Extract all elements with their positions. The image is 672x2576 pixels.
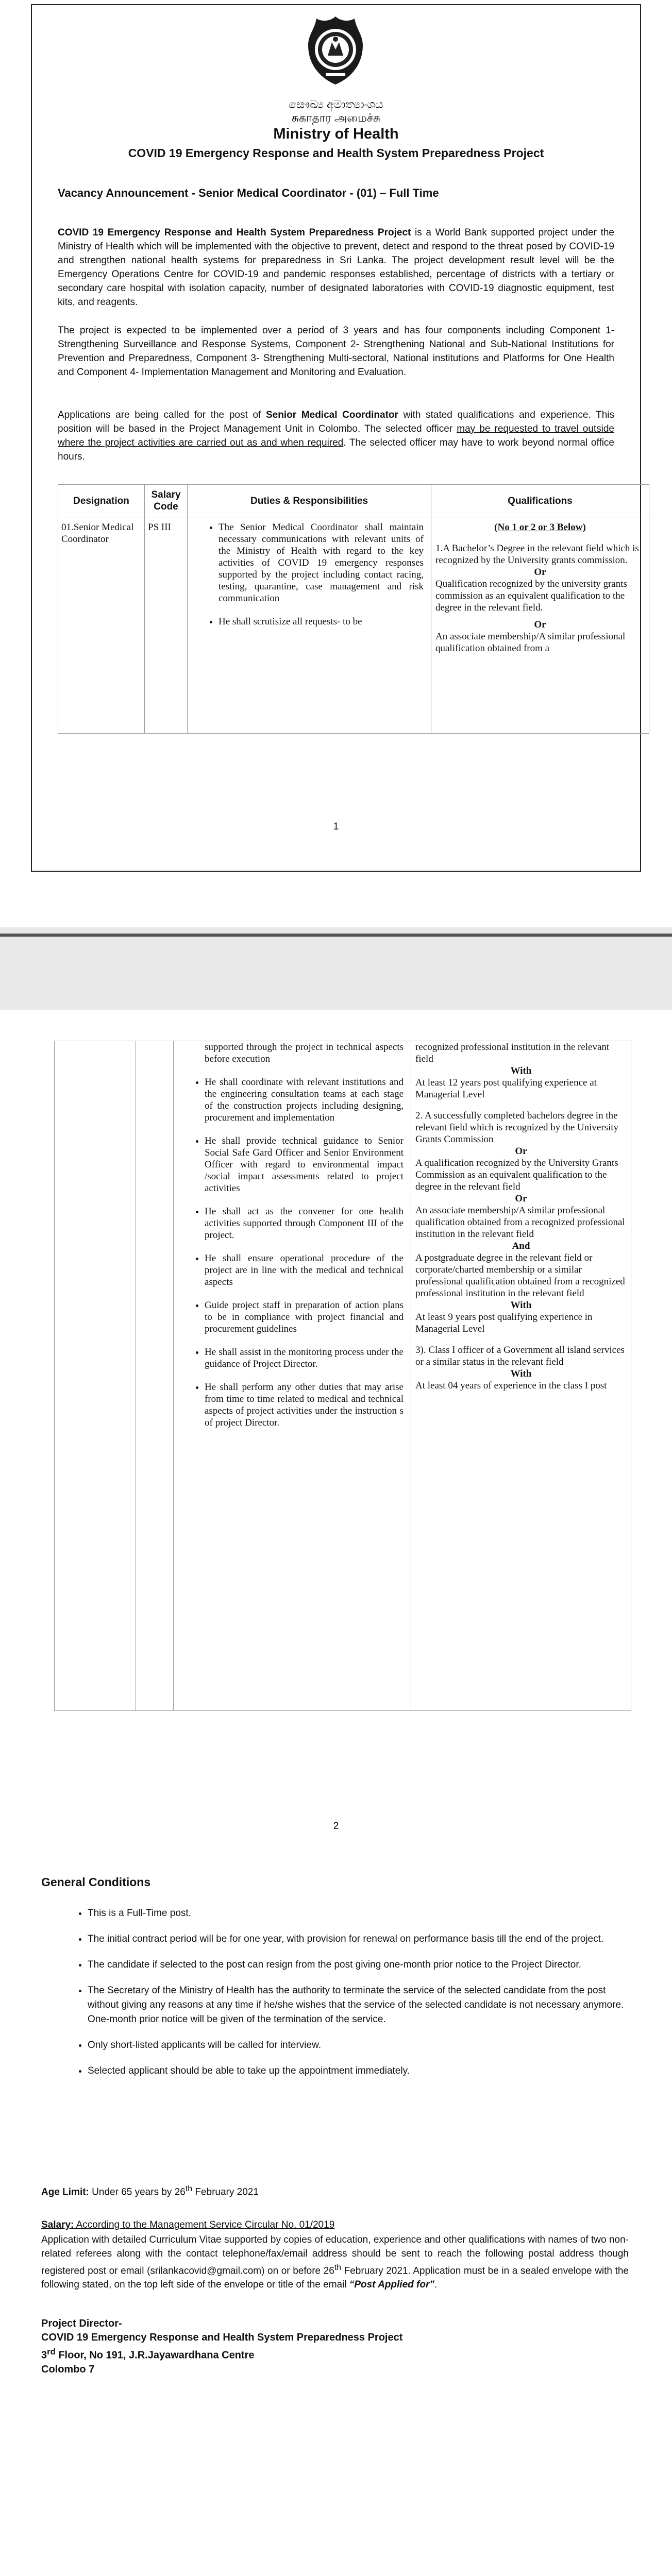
salary-value: According to the Management Service Circular No. 01/2019	[74, 2219, 335, 2230]
qual-text: At least 9 years post qualifying experience in Managerial Level	[415, 1312, 593, 1334]
qual-text: Qualification recognized by the university grants commission as an equivalent qualification to the degree in the relevant field.	[435, 579, 627, 613]
qual-or: Or	[534, 567, 546, 578]
ministry-name-english: Ministry of Health	[273, 126, 399, 142]
qual-text: An associate membership/A similar professional qualification obtained from a recognized professional institution in the relevant field	[415, 1205, 625, 1240]
qual-with: With	[510, 1300, 532, 1311]
document-page-2	[0, 1010, 672, 1860]
duty-item: • Guide project staff in preparation of action plans to be in compliance with project financial and procurement guidelines	[205, 1299, 404, 1335]
address-line-3	[41, 2345, 402, 2363]
salary-code-cell: PS III	[145, 517, 188, 734]
salary-line	[41, 2218, 629, 2232]
header-salary-code: Salary Code	[145, 485, 188, 517]
salary-code-cell-empty	[136, 1041, 174, 1711]
qual-text: A qualification recognized by the University Grants Commission as an equivalent qualification to the degree in the relevant field	[415, 1158, 618, 1192]
condition-item: • The initial contract period will be for one year, with provision for renewal on performance basis till the end of the project.	[88, 1932, 634, 1946]
salary-label: Salary:	[41, 2219, 74, 2230]
page-number: 2	[333, 1821, 339, 1832]
government-crest-icon	[305, 14, 366, 87]
application-text-a: Application with detailed Curriculum Vitae supported by copies of education, experience and other qualifications with names of two non-related referees along with the contact telephone/fax/email address should be sent to reach the following postal address though registered post or email (srilankacovid@gmail.com) on or before 26	[41, 2234, 629, 2277]
intro-p3-post: Senior Medical Coordinator	[265, 410, 398, 420]
qual-text: 2. A successfully completed bachelors degree in the relevant field which is recognized by the University Grants Commission	[415, 1110, 619, 1145]
age-limit-line	[41, 2182, 629, 2199]
duty-item: • He shall provide technical guidance to Senior Social Safe Gard Officer and Senior Environment Officer with regard to environmental impact /social impact assessments related to project activities	[205, 1135, 404, 1194]
ministry-name-sinhala: සෞඛ්‍ය අමාත්‍යාංශය	[289, 98, 383, 111]
table-row	[58, 517, 649, 734]
duty-item: • He shall perform any other duties that may arise from time to time related to medical and technical aspects of project activities under the instruction s of project Director.	[205, 1381, 404, 1429]
scan-edge-line	[0, 934, 672, 937]
qualifications-cell	[431, 517, 649, 734]
qual-and: And	[512, 1241, 530, 1251]
document-page-1	[0, 0, 672, 927]
designation-cell-empty	[55, 1041, 136, 1711]
qual-or: Or	[534, 619, 546, 630]
application-paragraph	[41, 2233, 629, 2292]
project-title: COVID 19 Emergency Response and Health System Preparedness Project	[128, 146, 544, 160]
general-conditions-title: General Conditions	[41, 1875, 151, 1889]
qualifications-cell	[411, 1041, 631, 1711]
application-text-c: .	[434, 2279, 438, 2291]
qual-with: With	[510, 1368, 532, 1379]
duty-item: • He shall coordinate with relevant institutions and the engineering consultation teams at each stage of the construction projects including designing, procurement and implementation	[205, 1076, 404, 1124]
intro-p1-text: is a World Bank supported project under the Ministry of Health which will be implemented with the objective to prevent, detect and respond to the threat posed by COVID-19 and strengthen national health systems for preparedness in Sri Lanka. The project development result level will be the Emergency Operations Centre for COVID-19 and pandemic responses established, percentage of districts with a tertiary or secondary care hospital with isolation capacity, number of designated laboratories with COVID-19 diagnostic equipment, test kits, and reagents.	[58, 227, 614, 308]
vacancy-table-part-1	[58, 484, 649, 734]
qual-text: At least 04 years of experience in the class I post	[415, 1380, 607, 1391]
age-limit-value: Under 65 years by 26	[89, 2187, 186, 2198]
intro-p3-c: . The selected officer may have to work beyond normal office hours.	[58, 437, 614, 462]
vacancy-title: Vacancy Announcement - Senior Medical Coordinator - (01) – Full Time	[58, 187, 439, 199]
page-separator	[0, 927, 672, 1010]
header-designation: Designation	[58, 485, 145, 517]
intro-p3-b: with stated qualifications and experience. This position will be based in the Project Management Unit in Colombo. The selected officer	[58, 410, 614, 434]
condition-item: • Selected applicant should be able to take up the appointment immediately.	[88, 2064, 634, 2078]
condition-item: • Only short-listed applicants will be called for interview.	[88, 2038, 634, 2053]
qual-with: With	[510, 1065, 532, 1076]
general-conditions-list	[41, 1906, 634, 2090]
duty-item: • He shall scrutisize all requests- to be	[219, 616, 424, 628]
age-limit-label: Age Limit:	[41, 2187, 89, 2198]
age-limit-sup: th	[185, 2184, 193, 2193]
qual-text: An associate membership/A similar professional qualification obtained from a	[435, 631, 626, 654]
qual-text: 3). Class I officer of a Government all island services or a similar status in the relevant field	[415, 1345, 625, 1367]
application-sup: th	[334, 2263, 342, 2272]
condition-item: • The Secretary of the Ministry of Health has the authority to terminate the service of the selected candidate from the post without giving any reasons at any time if he/she wishes that the service of the selected candidate is not necessary anymore. One-month prior notice will be given of the termination of the service.	[88, 1984, 634, 2027]
qual-or: Or	[515, 1146, 527, 1157]
intro-p3-a: Applications are being called for the post of	[58, 410, 266, 420]
duties-cell	[174, 1041, 411, 1711]
address-floor-number: 3	[41, 2349, 47, 2361]
qual-or: Or	[515, 1193, 527, 1204]
duty-item: • He shall assist in the monitoring process under the guidance of Project Director.	[205, 1346, 404, 1370]
intro-paragraph-2: The project is expected to be implemented over a period of 3 years and has four components including Component 1- Strengthening Surveillance and Response Systems, Component 2- Strengthening National and Sub-National Institutions for Prevention and Preparedness, Component 3- Strengthening Multi-sectoral, National institutions and Platforms for One Health and Component 4- Implementation Management and Monitoring and Evaluation.	[58, 325, 614, 378]
address-floor-sup: rd	[47, 2347, 56, 2357]
qual-text: recognized professional institution in the relevant field	[415, 1042, 610, 1064]
condition-item: • This is a Full-Time post.	[88, 1906, 634, 1921]
address-line-2: COVID 19 Emergency Response and Health System Preparedness Project	[41, 2332, 403, 2343]
duty-continuation: supported through the project in technical aspects before execution	[205, 1042, 404, 1064]
duties-cell	[188, 517, 431, 734]
condition-item: • The candidate if selected to the post can resign from the post giving one-month prior notice to the Project Director.	[88, 1958, 634, 1972]
vacancy-table-part-2	[54, 1041, 631, 1711]
post-applied-for: “Post Applied for”	[349, 2279, 434, 2291]
qual-heading: (No 1 or 2 or 3 Below)	[494, 522, 586, 533]
qual-text: A postgraduate degree in the relevant field or corporate/charted membership or a similar professional qualification obtained from a recognized professional institution in the relevant field	[415, 1252, 625, 1299]
header-qualifications: Qualifications	[431, 485, 649, 517]
address-line-1: Project Director-	[41, 2318, 122, 2329]
intro-paragraph-1	[58, 226, 614, 309]
qual-text: 1.A Bachelor’s Degree in the relevant field which is recognized by the University grants commission.	[435, 543, 639, 566]
intro-p3-travel: may be requested to travel outside where the project activities are carried out as and when required	[58, 423, 614, 448]
designation-cell: 01.Senior Medical Coordinator	[58, 517, 145, 734]
table-row	[55, 1041, 631, 1711]
age-limit-tail: February 2021	[192, 2187, 259, 2198]
application-text-b: February 2021. Application must be in a sealed envelope with the following stated, on the top left side of the envelope or title of the email	[41, 2265, 629, 2291]
address-block	[41, 2317, 402, 2377]
address-floor-rest: Floor, No 191, J.R.Jayawardhana Centre	[55, 2349, 255, 2361]
page-number: 1	[333, 821, 339, 832]
address-line-4: Colombo 7	[41, 2363, 95, 2375]
intro-paragraph-3	[58, 408, 614, 464]
duty-item: • He shall ensure operational procedure of the project are in line with the medical and technical aspects	[205, 1252, 404, 1288]
duty-item: • The Senior Medical Coordinator shall maintain necessary communications with relevant units of the Ministry of Health with regard to the key activities of COVID 19 emergency responses supported by the project including contact racing, testing, quarantine, case management and risk communication	[219, 521, 424, 604]
duty-item: • He shall act as the convener for one health activities supported through Component III of the project.	[205, 1206, 404, 1241]
qual-text: At least 12 years post qualifying experience at Managerial Level	[415, 1077, 597, 1100]
ministry-name-tamil: சுகாதார அமைச்சு	[291, 111, 381, 124]
header-duties: Duties & Responsibilities	[188, 485, 431, 517]
intro-project-name: COVID 19 Emergency Response and Health System Preparedness Project	[58, 227, 411, 238]
table-header-row	[58, 485, 649, 517]
